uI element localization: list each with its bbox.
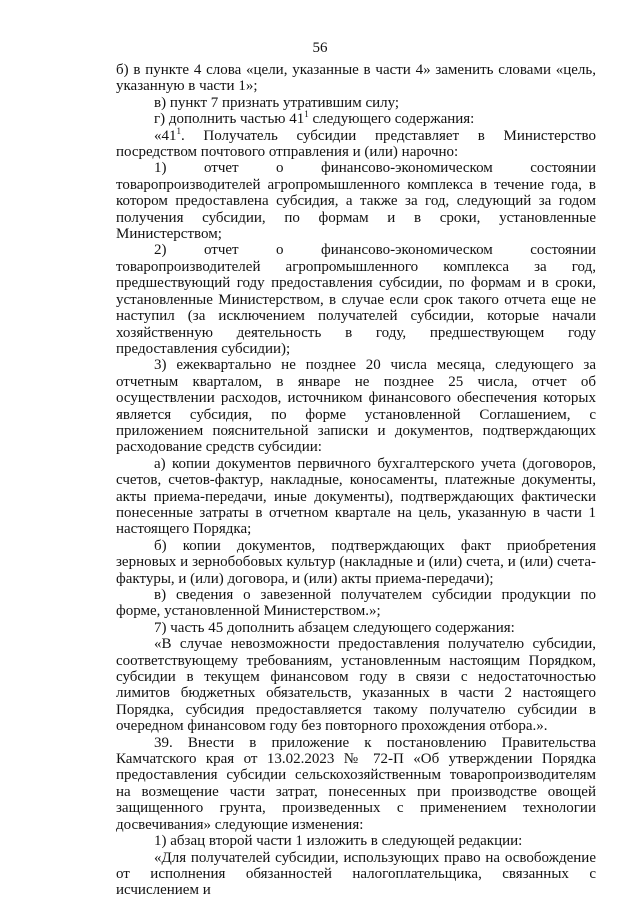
paragraph: «В случае невозможности предоставления получателю субсидии, соответствующему требованиям, установленным настоящим Порядком, субсидии в текущем финансовом году в связи с недостаточностью лимитов бюджетных обязательств, указанных в части 2 настоящего Порядка, субсидия предоставляется такому получателю субсидии в очередном финансовом году без повторного прохождения отбора.». [116,636,596,735]
paragraph: б) копии документов, подтверждающих факт приобретения зерновых и зернобобовых культур (накладные и (или) счета, и (или) счета-фактуры, и (или) договора, и (или) акты приема-передачи); [116,537,596,587]
paragraph: «$41^1$. Получатель субсидии представляет в Министерство посредством почтового отправления и (или) нарочно: [116,125,596,161]
paragraph: в) сведения о завезенной получателем субсидии продукции по форме, установленной Министерством.»; [116,587,596,620]
paragraph: 7) часть 45 дополнить абзацем следующего содержания: [154,619,515,636]
paragraph: 1) абзац второй части 1 изложить в следующей редакции: [154,833,523,850]
paragraph: 39. Внести в приложение к постановлению Правительства Камчатского края от 13.02.2023 № 72-П «Об утверждении Порядка предоставления субсидии сельскохозяйственным товаропроизводителям на возмещение части затрат, понесенных при производстве овощей защищенного грунта, произведенных с применением технологии досвечивания» следующие изменения: [116,734,596,833]
paragraph: г) дополнить частью $41^1$ следующего содержания: [154,109,475,128]
paragraph: б) в пункте 4 слова «цели, указанные в части 4» заменить словами «цель, указанную в части 1»; [116,62,596,95]
paragraph: а) копии документов первичного бухгалтерского учета (договоров, счетов, счетов-фактур, накладные, коносаменты, платежные документы, акты приема-передачи, иные документы), подтверждающих фактически понесенные затраты в отчетном квартале на цель, указанную в части 1 настоящего Порядка; [116,455,596,538]
document-body [116,62,596,899]
page-number: 56 [312,40,328,56]
paragraph: 3) ежеквартально не позднее 20 числа месяца, следующего за отчетным кварталом, в январе не позднее 25 числа, отчет об осуществлении расходов, источником финансового обеспечения которых является субсидия, по форме установленной Соглашением, с приложением пояснительной записки и документов, подтверждающих расходование средств субсидии: [116,357,596,456]
paragraph: «Для получателей субсидии, использующих право на освобождение от исполнения обязанностей налогоплательщика, связанных с исчислением и [116,849,596,899]
paragraph: в) пункт 7 признать утратившим силу; [154,94,400,111]
paragraph: 2) отчет о финансово-экономическом состоянии товаропроизводителей агропромышленного комплекса за год, предшествующий году предоставления субсидии, по формам и в сроки, установленные Министерством, в случае если срок такого отчета еще не наступил (за исключением получателей субсидии, которые начали хозяйственную деятельность в году, предшествующем году предоставления субсидии); [116,242,596,357]
paragraph: 1) отчет о финансово-экономическом состоянии товаропроизводителей агропромышленного комплекса в течение года, в котором предоставлена субсидия, а также за год, следующий за годом получения субсидии, по формам и в сроки, установленные Министерством; [116,160,596,243]
